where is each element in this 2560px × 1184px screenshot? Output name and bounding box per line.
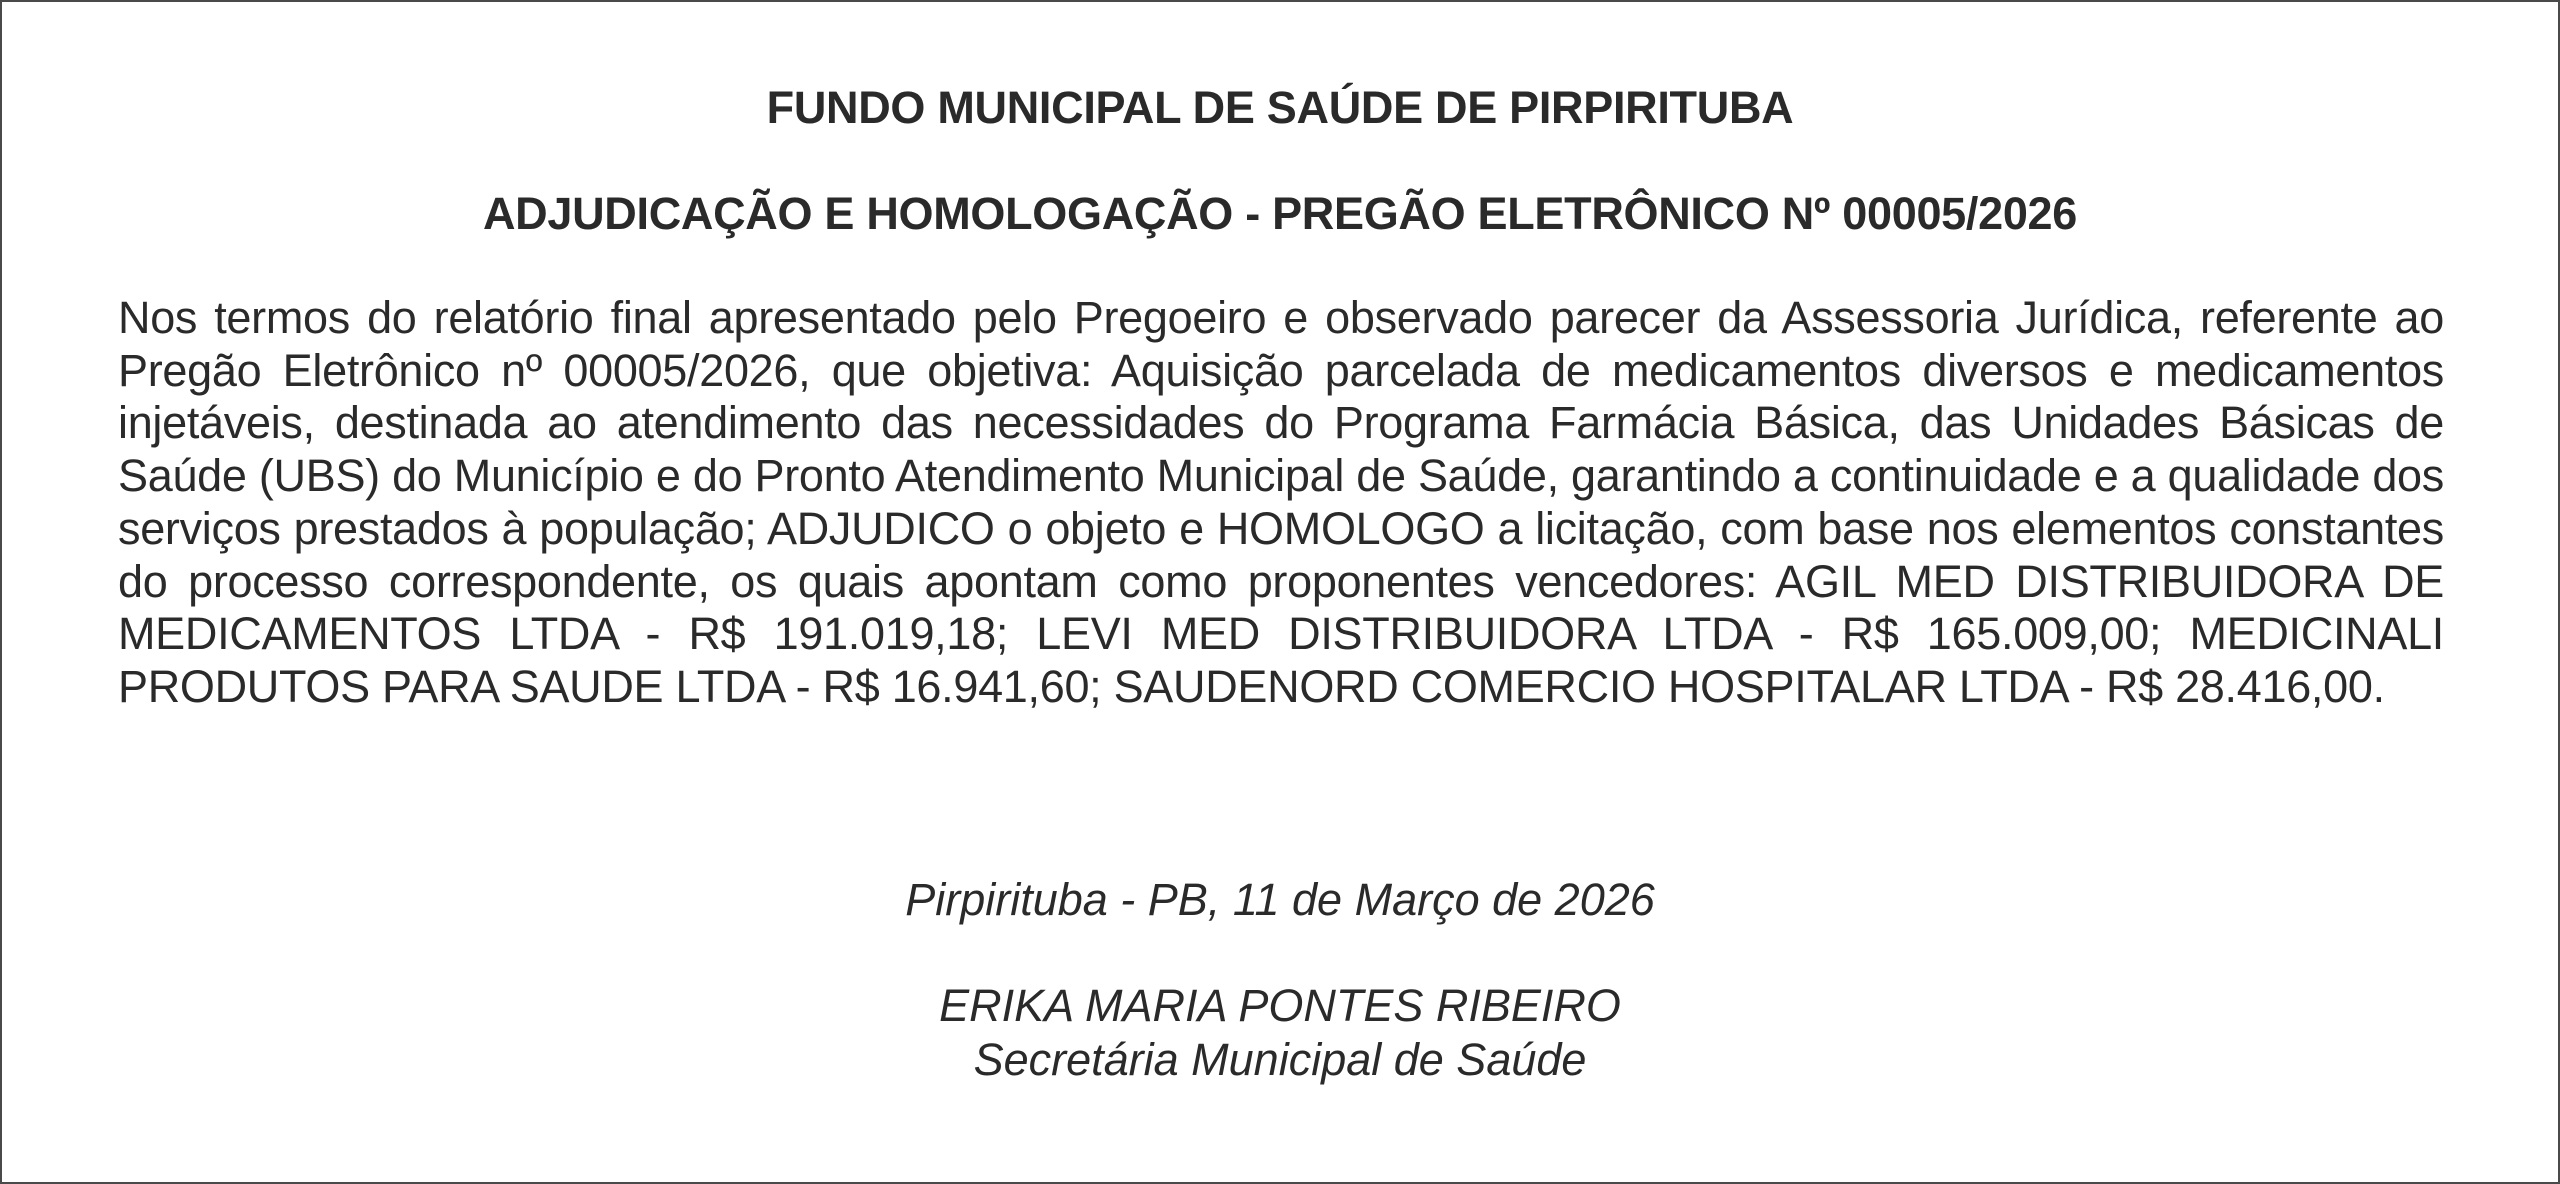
signer-role: Secretária Municipal de Saúde bbox=[973, 1034, 1587, 1085]
organization-title: FUNDO MUNICIPAL DE SAÚDE DE PIRPIRITUBA bbox=[766, 82, 1794, 133]
place-date: Pirpirituba - PB, 11 de Março de 2026 bbox=[905, 874, 1655, 925]
notice-body: Nos termos do relatório final apresentado pelo Pregoeiro e observado parecer da Assessoria Jurídica, referente ao Pregão Eletrônico nº 00005/2026, que objetiva: Aquisição parcelada de medicamentos diversos e medicamentos injetáveis, destinada ao atendimento das necessidades do Programa Farmácia Básica, das Unidades Básicas de Saúde (UBS) do Município e do Pronto Atendimento Municipal de Saúde, garantindo a continuidade e a qualidade dos serviços prestados à população; ADJUDICO o objeto e HOMOLOGO a licitação, com base nos elementos constantes do processo correspondente, os quais apontam como proponentes vencedores: AGIL MED DISTRIBUIDORA DE MEDICAMENTOS LTDA - R$ 191.019,18; LEVI MED DISTRIBUIDORA LTDA - R$ 165.009,00; MEDICINALI PRODUTOS PARA SAUDE LTDA - R$ 16.941,60; SAUDENORD COMERCIO HOSPITALAR LTDA - R$ 28.416,00. bbox=[118, 292, 2444, 712]
signer-name: ERIKA MARIA PONTES RIBEIRO bbox=[939, 980, 1621, 1031]
notice-title: ADJUDICAÇÃO E HOMOLOGAÇÃO - PREGÃO ELETRÔNICO Nº 00005/2026 bbox=[482, 188, 2078, 239]
